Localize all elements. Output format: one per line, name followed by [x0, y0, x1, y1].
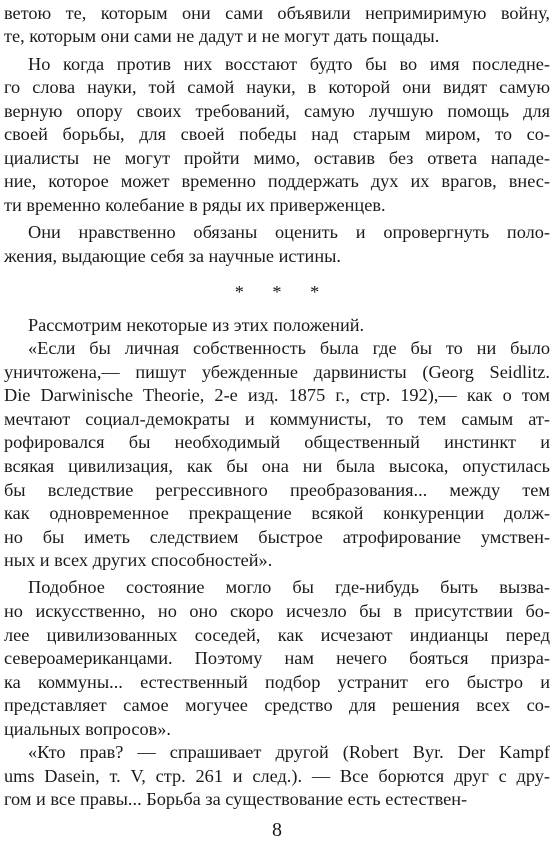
text-line: «Если бы личная собственность была где бы то ни было [28, 338, 550, 359]
text-line: ти временно колебание в ряды их приверженцев. [4, 194, 386, 215]
text-line: Рассмотрим некоторые из этих положений. [28, 314, 365, 335]
text-line: гом и все правы... Борьба за существование есть естествен- [4, 789, 468, 810]
text-line: го слова науки, той самой науки, в которой они видят самую [4, 77, 550, 98]
text-line: бы вследствие регрессивного преобразования... между тем [4, 479, 550, 500]
text-line: североамериканцами. Поэтому нам нечего бояться призра- [4, 648, 550, 669]
text-line: но искусственно, но оно скоро исчезло бы в присутствии бо- [4, 600, 550, 621]
text-line: Die Darwinische Theorie, 2-е изд. 1875 г., стр. 192),— как о том [4, 385, 550, 406]
text-line: Но когда против них восстают будто бы во имя последне- [28, 53, 550, 74]
text-line: своей борьбы, для своей победы над старым миром, то со- [4, 124, 550, 145]
text-line: представляет самое могучее средство для решения всех со- [4, 695, 550, 716]
text-line: лее цивилизованных соседей, как исчезают индианцы перед [4, 624, 550, 645]
page-number: 8 [272, 819, 282, 841]
text-line: как одновременное прекращение всякой конкуренции долж- [4, 503, 550, 524]
text-line: ums Dasein, т. V, стр. 261 и след.). — Все борются друг с дру- [4, 765, 550, 786]
text-line: Подобное состояние могло бы где-нибудь быть вызва- [28, 577, 550, 598]
text-line: циалисты не могут пройти мимо, оставив без ответа нападе- [4, 147, 550, 168]
text-line: «Кто прав? — спрашивает другой (Robert Byr. Der Kampf [28, 742, 550, 763]
text-line: ка коммуны... естественный подбор устранит его быстро и [4, 671, 550, 692]
section-separator: * * * [234, 281, 332, 302]
text-line: Они нравственно обязаны оценить и опровергнуть поло- [28, 222, 550, 243]
text-line: ветою те, которым они сами объявили непримиримую войну, [4, 2, 550, 23]
text-line: всякая цивилизация, как бы она ни была высока, опустилась [4, 455, 550, 476]
text-line: циальных вопросов». [4, 718, 171, 739]
text-line: мечтают социал-демократы и коммунисты, то тем самым ат- [4, 408, 550, 429]
text-line: верную опору своих требований, самую лучшую помощь для [4, 100, 550, 121]
text-line: рофировался бы необходимый общественный инстинкт и [4, 432, 550, 453]
text-line: но бы иметь следствием быстрое атрофирование умствен- [4, 526, 550, 547]
text-line: те, которым они сами не дадут и не могут дать пощады. [4, 26, 440, 47]
text-line: ных и всех других способностей». [4, 550, 273, 571]
text-line: жения, выдающие себя за научные истины. [4, 245, 341, 266]
text-line: уничтожена,— пишут убежденные дарвинисты (Georg Seidlitz. [4, 361, 550, 382]
text-line: ние, которое может временно поддержать дух их врагов, внес- [4, 171, 550, 192]
